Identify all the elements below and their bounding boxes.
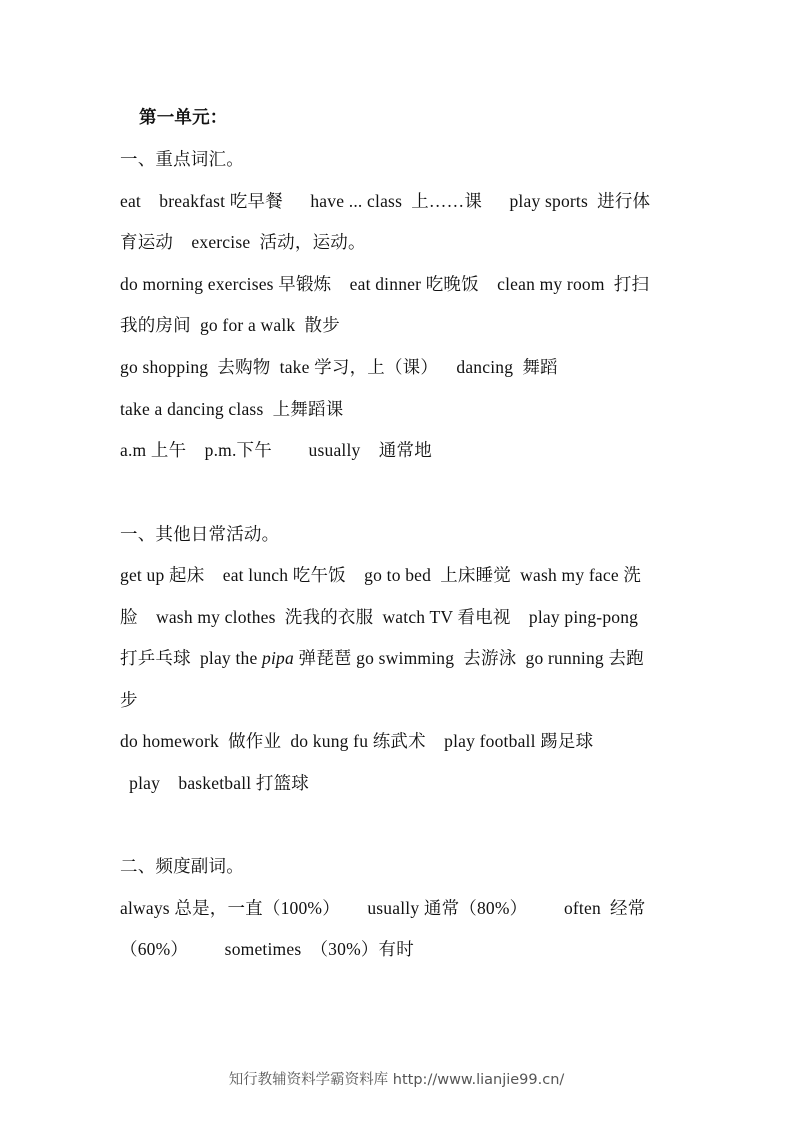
vocab-line: 育运动 exercise 活动，运动。	[120, 232, 366, 252]
section-heading: 二、频度副词。	[120, 856, 244, 876]
vocab-line: 脸 wash my clothes 洗我的衣服 watch TV 看电视 play ping-pong	[120, 607, 639, 627]
vocab-text: 打乒乓球 play the	[120, 648, 263, 668]
vocab-line: always 总是，一直（100%） usually 通常（80%） often 经常	[120, 898, 646, 918]
vocab-line: do homework 做作业 do kung fu 练武术 play football 踢足球	[120, 731, 594, 751]
vocab-line: get up 起床 eat lunch 吃午饭 go to bed 上床睡觉 wash my face 洗	[120, 565, 642, 585]
vocab-line: （60%） sometimes （30%）有时	[120, 939, 414, 959]
vocab-line: play basketball 打篮球	[120, 773, 310, 793]
vocab-line: do morning exercises 早锻炼 eat dinner 吃晚饭 clean my room 打扫	[120, 274, 650, 294]
footer-link[interactable]: 知行教辅资料学霸资料库 http://www.lianjie99.cn/	[228, 1072, 565, 1088]
section-heading: 一、重点词汇。	[120, 149, 244, 169]
vocab-line: eat breakfast 吃早餐 have ... class 上……课 play sports 进行体	[120, 191, 651, 211]
vocab-line: go shopping 去购物 take 学习，上（课） dancing 舞蹈	[120, 357, 558, 377]
section-heading: 一、其他日常活动。	[120, 524, 280, 544]
vocab-line: take a dancing class 上舞蹈课	[120, 399, 344, 419]
vocab-line: 步	[120, 690, 138, 710]
vocab-line	[120, 647, 644, 669]
vocab-text: 弹琵琶 go swimming 去游泳 go running 去跑	[293, 648, 644, 668]
pipa-italic: pipa	[262, 648, 294, 668]
vocab-line: a.m 上午 p.m.下午 usually 通常地	[120, 440, 432, 460]
unit-title: 第一单元：	[139, 107, 228, 127]
vocab-line: 我的房间 go for a walk 散步	[120, 315, 340, 335]
